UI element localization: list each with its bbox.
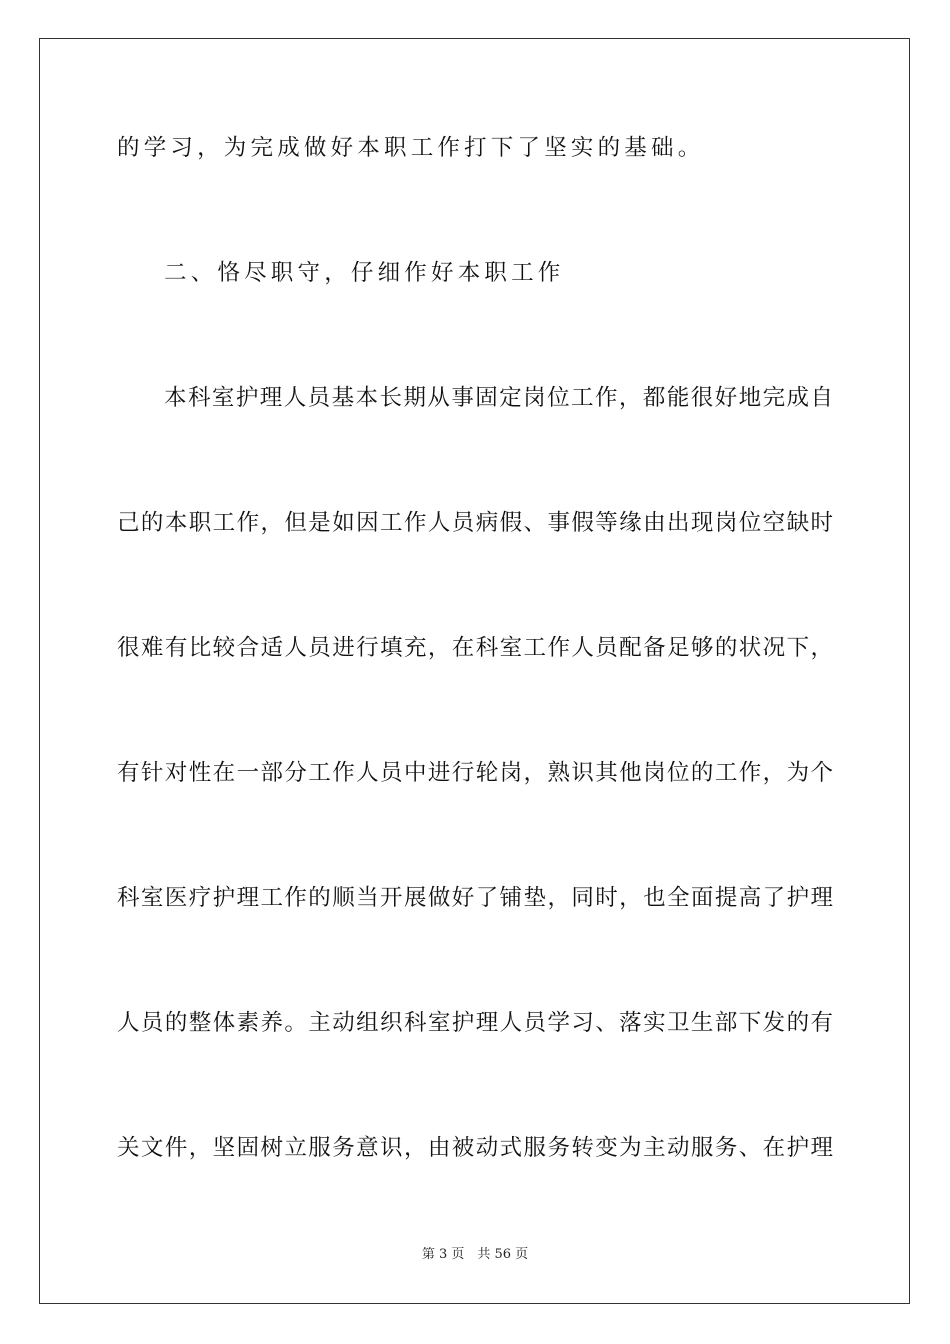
paragraph-line: 科室医疗护理工作的顺当开展做好了铺垫，同时，也全面提高了护理 [117,885,833,911]
paragraph-line: 人员的整体素养。主动组织科室护理人员学习、落实卫生部下发的有 [117,1010,833,1036]
page-number-footer: 第 3 页 共 56 页 [421,1247,529,1262]
paragraph-line: 关文件，坚固树立服务意识，由被动式服务转变为主动服务、在护理 [117,1135,833,1161]
paragraph-line: 己的本职工作，但是如因工作人员病假、事假等缘由出现岗位空缺时 [117,510,833,536]
paragraph-line: 本科室护理人员基本长期从事固定岗位工作，都能很好地完成自 [164,385,833,411]
page-border [39,38,910,1304]
section-heading: 二、恪尽职守，仔细作好本职工作 [164,260,565,286]
paragraph-line: 的学习，为完成做好本职工作打下了坚实的基础。 [117,135,705,161]
paragraph-line: 很难有比较合适人员进行填充，在科室工作人员配备足够的状况下， [117,635,833,661]
paragraph-line: 有针对性在一部分工作人员中进行轮岗，熟识其他岗位的工作，为个 [117,760,833,786]
